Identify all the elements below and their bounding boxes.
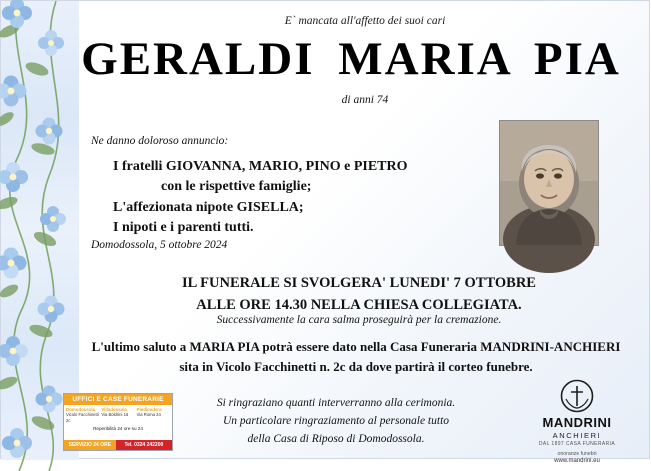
thanks-line: Si ringraziano quanti interverranno alla cerimonia. xyxy=(216,397,456,409)
agency-logo xyxy=(529,379,625,464)
farewell-location xyxy=(71,337,641,376)
deceased-age: di anni 74 xyxy=(341,94,389,106)
funeral-line: ALLE ORE 14.30 NELLA CHIESA COLLEGIATA. xyxy=(196,296,522,313)
farewell-line: sita in Vicolo Facchinetti n. 2c da dove partirà il corteo funebre. xyxy=(179,358,533,374)
agency-office-address: Via Boldrini 16 xyxy=(101,412,129,418)
agency-service-label: SERVIZIO 24 ORE xyxy=(64,440,116,450)
family-line: L'affezionata nipote GISELLA; xyxy=(113,199,304,215)
laurel-wreath-icon xyxy=(560,379,594,413)
agency-availability: Reperibilità 24 ore su 24 xyxy=(93,425,143,431)
family-line: I fratelli GIOVANNA, MARIO, PINO e PIETRO xyxy=(113,159,408,174)
deceased-portrait-photo xyxy=(499,120,599,246)
place-and-date: Domodossola, 5 ottobre 2024 xyxy=(91,239,228,251)
agency-contact-bar xyxy=(64,440,172,450)
agency-office-column xyxy=(101,407,134,424)
thanks-note xyxy=(141,395,531,448)
logo-tagline: DAL 1897 CASA FUNERARIA xyxy=(538,441,616,447)
agency-office-city: Villadossola xyxy=(101,406,127,412)
agency-office-city: Piedimulera xyxy=(136,406,162,412)
funeral-details xyxy=(79,273,639,317)
portrait-illustration xyxy=(500,121,598,245)
thanks-line: Un particolare ringraziamento al personale tutto xyxy=(222,414,450,427)
agency-office-address: Via Roma 24 xyxy=(136,412,161,418)
agency-office-address: Vicolo Facchinetti 2c xyxy=(66,412,99,424)
funeral-line: IL FUNERALE SI SVOLGERA' LUNEDI' 7 OTTOBRE xyxy=(182,275,536,291)
agency-office-city: Domodossola xyxy=(66,406,96,412)
agency-office-column xyxy=(66,407,99,424)
thanks-line: della Casa di Riposo di Domodossola. xyxy=(247,432,425,445)
logo-website[interactable]: www.mandrini.eu xyxy=(554,458,600,465)
cremation-note: Successivamente la cara salma proseguirà per la cremazione. xyxy=(216,314,502,326)
logo-brand-name: MANDRINI xyxy=(542,415,612,430)
family-list xyxy=(113,157,493,238)
farewell-line: L'ultimo saluto a MARIA PIA potrà essere dato nella Casa Funeraria MANDRINI-ANCHIERI xyxy=(91,339,621,354)
logo-services-line: onoranze funebri xyxy=(557,451,597,457)
notice-top-line: E` mancata all'affetto dei suoi cari xyxy=(284,15,446,27)
agency-badge-header: UFFICI E CASE FUNERARIE xyxy=(64,394,172,405)
agency-office-columns xyxy=(64,405,172,424)
deceased-name: GERALDI MARIA PIA xyxy=(81,33,621,85)
agency-phone[interactable]: Tel. 0324 242200 xyxy=(116,440,172,450)
agency-office-column xyxy=(137,407,170,424)
agency-offices-badge xyxy=(63,393,173,451)
announcement-intro: Ne danno doloroso annuncio: xyxy=(91,135,229,147)
family-line: con le rispettive famiglie; xyxy=(161,179,312,195)
logo-sub-name: ANCHIERI xyxy=(552,431,602,440)
family-line: I nipoti e i parenti tutti. xyxy=(113,219,254,235)
